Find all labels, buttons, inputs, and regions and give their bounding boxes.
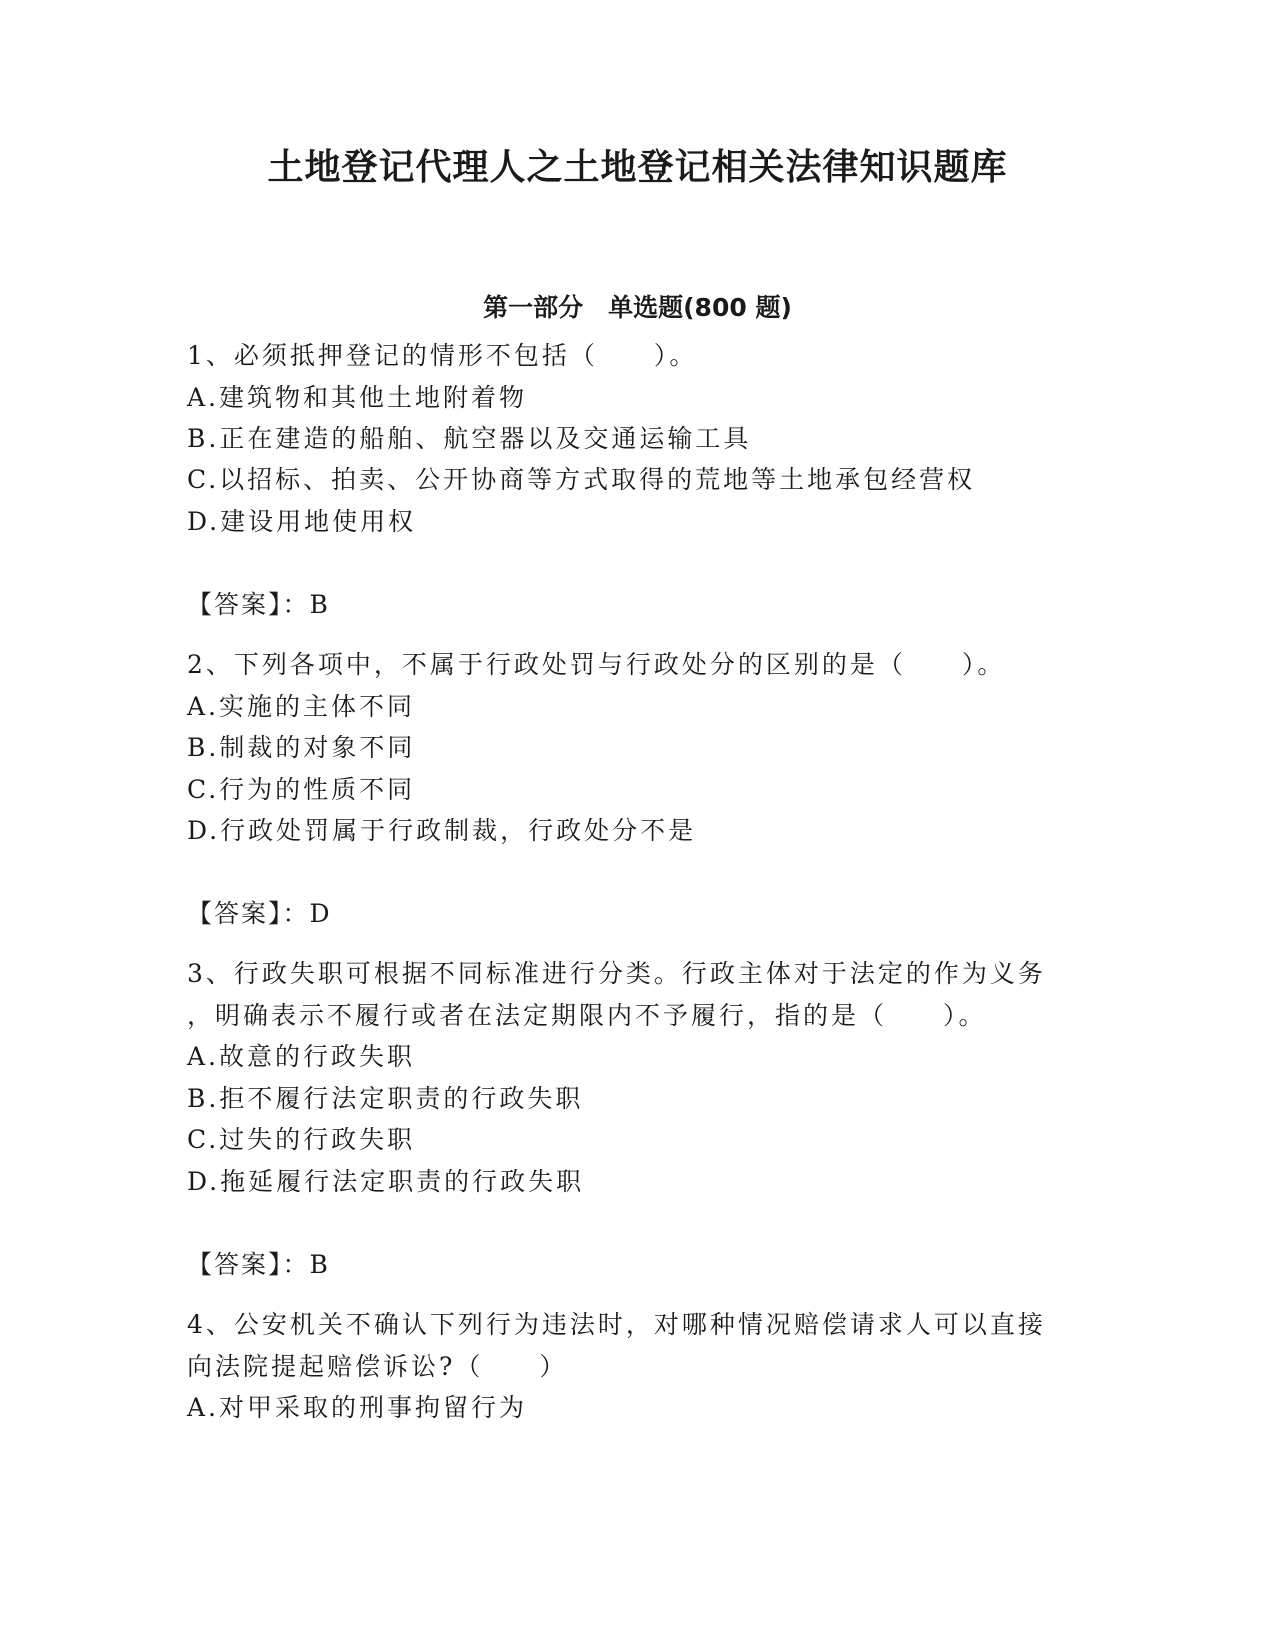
question-3-option-a: A.故意的行政失职 <box>187 1042 416 1071</box>
question-4-stem-line-1: 4、公安机关不确认下列行为违法时，对哪种情况赔偿请求人可以直接 <box>187 1310 1046 1339</box>
answer-value: B <box>309 590 331 619</box>
question-4-stem-line-2: 向法院提起赔偿诉讼?（ ） <box>187 1352 568 1381</box>
question-4-option-a: A.对甲采取的刑事拘留行为 <box>187 1393 528 1422</box>
question-3-option-d: D.拖延履行法定职责的行政失职 <box>187 1167 585 1196</box>
question-2-stem: 2、下列各项中，不属于行政处罚与行政处分的区别的是（ ）。 <box>187 650 1006 679</box>
question-1-option-a: A.建筑物和其他土地附着物 <box>187 383 528 412</box>
question-1-option-b: B.正在建造的船舶、航空器以及交通运输工具 <box>187 424 752 453</box>
question-1-option-c: C.以招标、拍卖、公开协商等方式取得的荒地等土地承包经营权 <box>187 465 976 494</box>
question-3-answer <box>187 1248 331 1282</box>
document-title: 土地登记代理人之土地登记相关法律知识题库 <box>267 147 1008 188</box>
section-title: 第一部分 单选题(800 题) <box>483 293 792 322</box>
question-3-option-c: C.过失的行政失职 <box>187 1125 416 1154</box>
question-3-stem-line-1: 3、行政失职可根据不同标准进行分类。行政主体对于法定的作为义务 <box>187 959 1046 988</box>
answer-label: 【答案】： <box>187 1250 310 1279</box>
question-2-answer <box>187 897 333 931</box>
answer-value: B <box>309 1250 331 1279</box>
question-3-option-b: B.拒不履行法定职责的行政失职 <box>187 1084 584 1113</box>
answer-label: 【答案】： <box>187 899 310 928</box>
question-1-stem: 1、必须抵押登记的情形不包括（ ）。 <box>187 341 698 370</box>
question-2-option-c: C.行为的性质不同 <box>187 775 416 804</box>
answer-value: D <box>309 899 333 928</box>
question-2-option-b: B.制裁的对象不同 <box>187 733 416 762</box>
answer-label: 【答案】： <box>187 590 310 619</box>
question-1-option-d: D.建设用地使用权 <box>187 507 417 536</box>
question-2-option-a: A.实施的主体不同 <box>187 692 416 721</box>
question-3-stem-line-2: ，明确表示不履行或者在法定期限内不予履行，指的是（ ）。 <box>187 1001 987 1030</box>
question-1-answer <box>187 588 331 622</box>
question-2-option-d: D.行政处罚属于行政制裁，行政处分不是 <box>187 816 697 845</box>
